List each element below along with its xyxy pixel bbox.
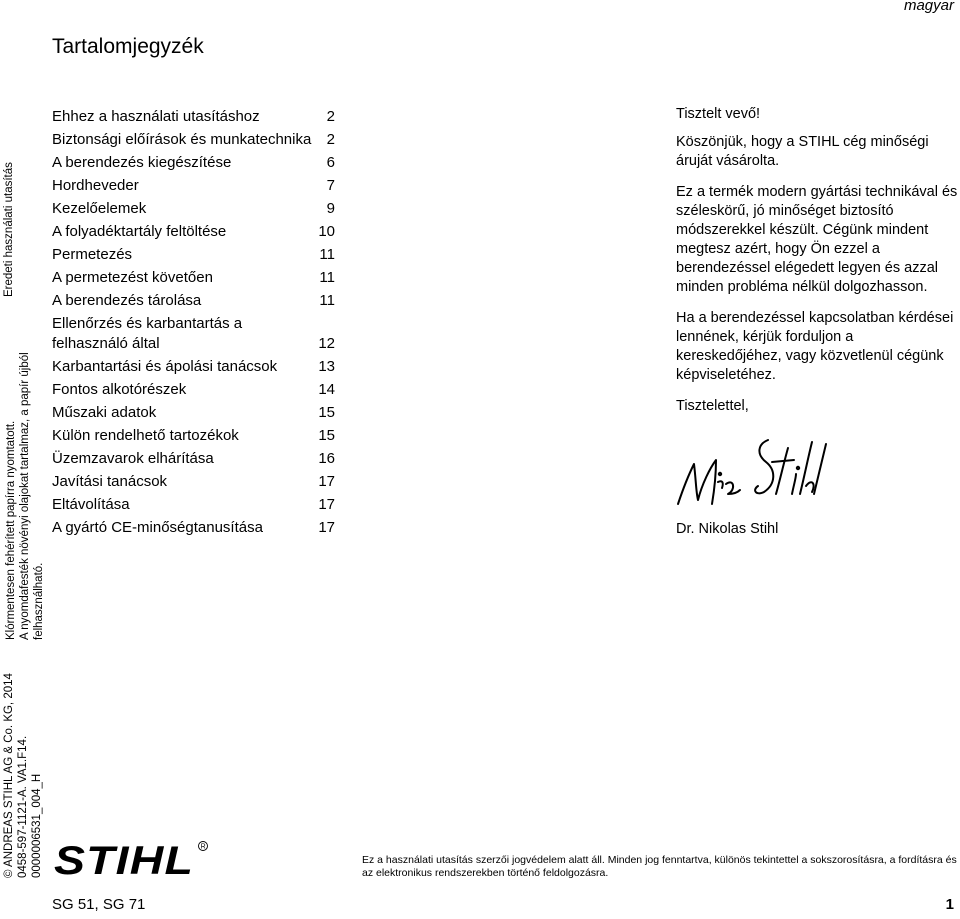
toc-entry-title: Kezelőelemek xyxy=(52,200,147,217)
toc-entry-page: 13 xyxy=(318,358,335,375)
letter-paragraph: Köszönjük, hogy a STIHL cég minőségi áruját vásárolta. xyxy=(676,134,929,169)
toc-entry[interactable] xyxy=(52,495,335,515)
brand-wordmark: STIHL xyxy=(54,839,194,880)
table-of-contents xyxy=(52,107,335,541)
svg-text:R: R xyxy=(200,843,206,851)
toc-entry-title: Külön rendelhető tartozékok xyxy=(52,427,239,444)
toc-entry-title: Ellenőrzés és karbantartás a felhasználó által xyxy=(52,315,243,352)
copyright-line: 0000006531_004_H xyxy=(31,773,43,878)
welcome-letter xyxy=(676,105,960,428)
toc-entry-page: 2 xyxy=(326,108,335,125)
paper-note-line: Klórmentesen fehérített papírra nyomtatott. xyxy=(5,420,17,640)
toc-entry-page: 10 xyxy=(318,223,335,240)
toc-entry[interactable] xyxy=(52,222,335,242)
toc-entry[interactable] xyxy=(52,472,335,492)
signer-name: Dr. Nikolas Stihl xyxy=(676,521,779,537)
toc-entry-title: A berendezés kiegészítése xyxy=(52,154,232,171)
toc-entry[interactable] xyxy=(52,357,335,377)
toc-entry-page: 11 xyxy=(319,246,335,263)
copyright-line: © ANDREAS STIHL AG & Co. KG, 2014 xyxy=(3,673,15,878)
toc-entry[interactable] xyxy=(52,518,335,538)
toc-entry-title: Fontos alkotórészek xyxy=(52,381,187,398)
letter-closing: Tisztelettel, xyxy=(676,398,749,414)
letter-paragraph: Ez a termék modern gyártási technikával és széleskörű, jó minőséget biztosító módszerekkel készült. Cégünk mindent megtesz azért, hogy Ön ezzel a berendezéssel elégedett legyen és azzal minden probléma nélkül dolgozhasson. xyxy=(676,184,958,295)
copyright-line: 0458-597-1121-A. VA1.F14. xyxy=(17,735,29,878)
toc-entry-title: A permetezést követően xyxy=(52,269,213,286)
toc-entry-title: Eltávolítása xyxy=(52,496,130,513)
language-label: magyar xyxy=(903,0,954,14)
toc-entry[interactable] xyxy=(52,176,335,196)
copyright-notice: Ez a használati utasítás szerzői jogvédelem alatt áll. Minden jog fenntartva, különös tekintettel a sokszorosításra, a fordításra és az elektronikus rendszerekben történő feldolgozásra. xyxy=(362,854,957,879)
model-label: SG 51, SG 71 xyxy=(52,896,146,913)
toc-entry-page: 12 xyxy=(318,335,335,352)
paper-note xyxy=(4,340,46,640)
letter-paragraph: Ha a berendezéssel kapcsolatban kérdései lennének, kérjük forduljon a kereskedőjéhez, vagy közvetlenül cégünk képviseletéhez. xyxy=(676,310,954,383)
original-instructions-label: Eredeti használati utasítás xyxy=(3,162,15,297)
toc-entry[interactable] xyxy=(52,153,335,173)
toc-entry-page: 11 xyxy=(319,269,335,286)
toc-entry-page: 7 xyxy=(326,177,335,194)
toc-entry-page: 6 xyxy=(326,154,335,171)
handwritten-signature xyxy=(672,434,832,514)
toc-entry-title: Javítási tanácsok xyxy=(52,473,168,490)
toc-entry-title: Karbantartási és ápolási tanácsok xyxy=(52,358,278,375)
toc-entry[interactable] xyxy=(52,380,335,400)
paper-note-line: felhasználható. xyxy=(33,562,45,640)
toc-entry[interactable] xyxy=(52,130,335,150)
toc-entry-page: 2 xyxy=(326,131,335,148)
copyright-block xyxy=(2,673,44,878)
toc-entry-page: 17 xyxy=(318,473,335,490)
letter-greeting: Tisztelt vevő! xyxy=(676,106,761,122)
toc-entry[interactable] xyxy=(52,449,335,469)
toc-entry[interactable] xyxy=(52,314,335,354)
stihl-logo xyxy=(52,838,210,880)
page-title: Tartalomjegyzék xyxy=(52,35,204,58)
toc-entry[interactable] xyxy=(52,403,335,423)
toc-entry[interactable] xyxy=(52,426,335,446)
toc-entry-title: A berendezés tárolása xyxy=(52,292,202,309)
page-number: 1 xyxy=(945,896,954,913)
toc-entry-page: 15 xyxy=(318,427,335,444)
toc-entry-title: Biztonsági előírások és munkatechnika xyxy=(52,131,312,148)
toc-entry[interactable] xyxy=(52,199,335,219)
toc-entry-title: A gyártó CE-minőségtanusítása xyxy=(52,519,263,536)
toc-entry[interactable] xyxy=(52,268,335,288)
toc-entry-page: 11 xyxy=(319,292,335,309)
toc-entry-title: Permetezés xyxy=(52,246,133,263)
toc-entry-page: 17 xyxy=(318,519,335,536)
toc-entry[interactable] xyxy=(52,107,335,127)
paper-note-line: A nyomdafesték növényi olajokat tartalmaz, a papír újból xyxy=(19,352,31,640)
toc-entry-title: Ehhez a használati utasításhoz xyxy=(52,108,260,125)
toc-entry-title: Hordheveder xyxy=(52,177,139,194)
toc-entry-page: 15 xyxy=(318,404,335,421)
toc-entry-page: 16 xyxy=(318,450,335,467)
toc-entry-page: 14 xyxy=(318,381,335,398)
toc-entry-page: 17 xyxy=(318,496,335,513)
toc-entry-title: Műszaki adatok xyxy=(52,404,157,421)
toc-entry-title: Üzemzavarok elhárítása xyxy=(52,450,214,467)
toc-entry[interactable] xyxy=(52,291,335,311)
toc-entry-page: 9 xyxy=(326,200,335,217)
toc-entry[interactable] xyxy=(52,245,335,265)
toc-entry-title: A folyadéktartály feltöltése xyxy=(52,223,227,240)
